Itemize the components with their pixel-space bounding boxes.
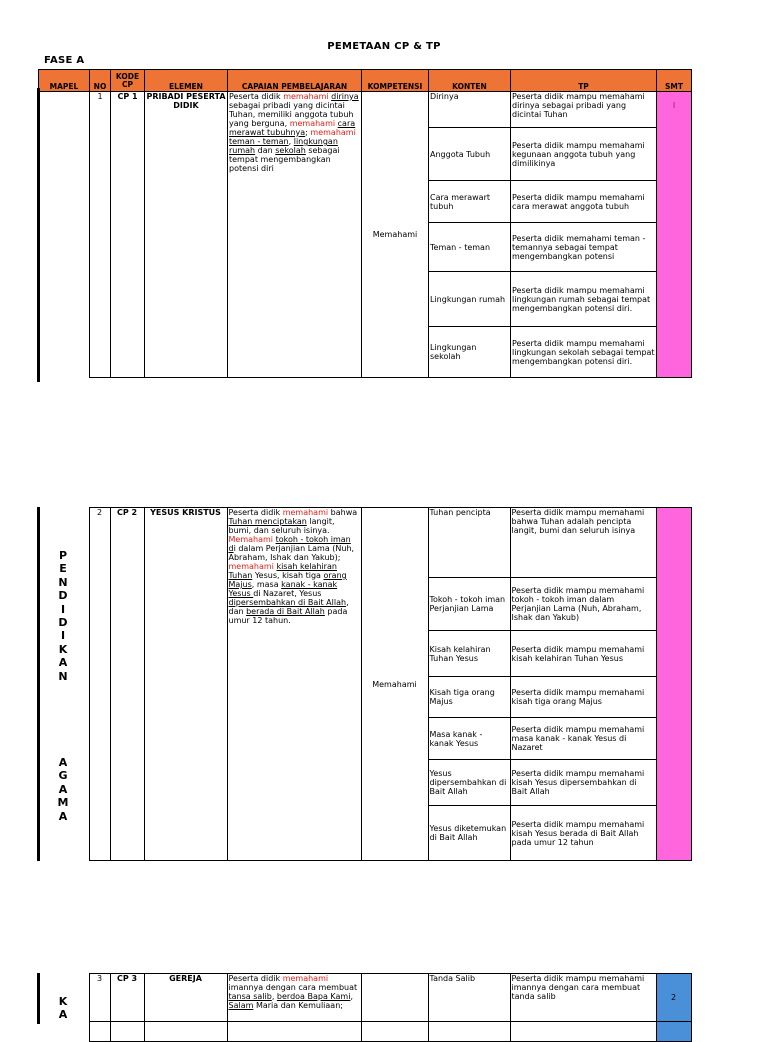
- konten-cell: Kisah kelahiran Tuhan Yesus: [428, 631, 510, 677]
- smt-cell: [657, 92, 692, 378]
- header-kompetensi: KOMPETENSI: [362, 70, 429, 92]
- capaian-text-segment: memahami: [228, 562, 274, 571]
- vertical-letter: N: [58, 575, 68, 589]
- capaian-text-segment: berada di Bait Allah: [246, 607, 325, 616]
- vertical-letter: P: [58, 549, 68, 562]
- tp-cell: Peserta didik mampu memahami tokoh - tokoh iman dalam Perjanjian Lama (Nuh, Abraham, Ishak dan Yakub): [510, 578, 656, 631]
- capaian-text-segment: memahami: [310, 128, 356, 137]
- vertical-letter: A: [58, 756, 68, 769]
- capaian-text-segment: memahami: [283, 92, 329, 101]
- konten-cell: Yesus diketemukan di Bait Allah: [428, 806, 510, 861]
- header-mapel: MAPEL: [39, 70, 90, 92]
- header-konten: KONTEN: [429, 70, 511, 92]
- capaian-text-segment: Salam: [228, 1001, 254, 1010]
- tp-cell: Peserta didik mampu memahami lingkungan sekolah sebagai tempat mengembangkan potensi diri.: [511, 327, 657, 378]
- capaian-text-segment: lingkungan rumah: [229, 137, 338, 155]
- capaian-text-segment: teman - teman: [229, 137, 289, 146]
- no-cell: 1: [90, 92, 111, 378]
- tp-cell: Peserta didik mampu memahami dirinya sebagai pribadi yang dicintai Tuhan: [511, 92, 657, 128]
- table-header-row: [39, 70, 692, 92]
- capaian-text-segment: sekolah: [275, 146, 306, 155]
- capaian-text-segment: memahami: [282, 508, 329, 517]
- elemen-cell: GEREJA: [144, 974, 227, 1022]
- tp-cell: Peserta didik mampu memahami kisah tiga orang Majus: [510, 677, 656, 718]
- capaian-text-segment: kanak - kanak Yesus: [228, 580, 338, 598]
- vertical-letter: D: [58, 589, 68, 603]
- tp-cell: Peserta didik mampu memahami kisah Yesus dipersembahkan di Bait Allah: [510, 760, 656, 806]
- vertical-letter: N: [58, 669, 68, 683]
- capaian-text-segment: ;: [305, 128, 311, 137]
- capaian-text-segment: pada umur 12 tahun.: [228, 607, 348, 625]
- smt-cell: [656, 508, 691, 861]
- elemen-cell: YESUS KRISTUS: [144, 508, 227, 861]
- cp-table-1: [38, 69, 692, 378]
- vertical-letter: E: [59, 562, 67, 576]
- vertical-letter: I: [60, 602, 66, 616]
- capaian-text-segment: memahami: [289, 119, 336, 128]
- table-row: [38, 508, 691, 578]
- capaian-text-segment: langit, bumi, dan seluruh isinya.: [228, 517, 335, 535]
- page-title: PEMETAAN CP & TP: [327, 41, 441, 52]
- vertical-letter: A: [58, 782, 68, 796]
- capaian-text-segment: dan: [255, 146, 276, 155]
- header-kode-cp: KODE CP: [111, 70, 145, 92]
- tp-cell: Peserta didik memahami teman - temannya sebagai tempat mengembangkan potensi: [511, 223, 657, 272]
- capaian-text-segment: sebagai pribadi yang dicintai Tuhan, memiliki anggota tubuh yang berguna,: [229, 101, 354, 128]
- capaian-cell: [227, 508, 361, 861]
- capaian-text-segment: i dalam Perjanjian Lama (Nuh, Abraham, Ishak dan Yakub);: [228, 544, 355, 562]
- kode-cell: CP 2: [110, 508, 144, 861]
- tp-cell: Peserta didik mampu memahami bahwa Tuhan adalah pencipta langit, bumi dan seluruh isinya: [510, 508, 656, 578]
- capaian-text-segment: Peserta didik: [228, 508, 283, 517]
- capaian-text-segment: imannya dengan cara membuat: [228, 983, 358, 992]
- mapel-vertical-label-katolik: [56, 995, 70, 1022]
- smt-cell: 2: [656, 974, 691, 1022]
- kode-cell: CP 3: [110, 974, 144, 1022]
- capaian-text-segment: Maria dan Kemuliaan;: [253, 1001, 343, 1010]
- table-row: [38, 974, 691, 1022]
- capaian-text-segment: orang Majus: [228, 571, 347, 589]
- tp-cell: Peserta didik mampu memahami imannya dengan cara membuat tanda salib: [510, 974, 656, 1022]
- tp-cell: Peserta didik mampu memahami cara merawat anggota tubuh: [511, 181, 657, 223]
- konten-cell: Cara merawart tubuh: [429, 181, 511, 223]
- capaian-text-segment: cara merawat tubuhnya: [229, 119, 356, 137]
- vertical-letter: K: [58, 995, 68, 1008]
- capaian-text-segment: tansa salib: [228, 992, 272, 1001]
- mapel-vertical-label-pendidikan: [56, 549, 70, 683]
- capaian-text-segment: tokoh - tokoh iman d: [228, 535, 351, 553]
- konten-cell: Masa kanak - kanak Yesus: [428, 718, 510, 760]
- konten-cell: Dirinya: [429, 92, 511, 128]
- table-row: [39, 92, 692, 128]
- konten-cell: Tuhan pencipta: [428, 508, 510, 578]
- vertical-letter: A: [58, 809, 68, 823]
- kompetensi-cell: [361, 974, 428, 1022]
- header-smt: SMT: [657, 70, 692, 92]
- tp-cell: Peserta didik mampu memahami masa kanak - kanak Yesus di Nazaret: [510, 718, 656, 760]
- tp-cell: Peserta didik mampu memahami kisah Yesus berada di Bait Allah pada umur 12 tahun: [510, 806, 656, 861]
- vertical-letter: G: [58, 769, 68, 783]
- left-border-line: [37, 507, 40, 861]
- no-cell: 3: [89, 974, 110, 1022]
- header-tp: TP: [511, 70, 657, 92]
- tp-cell: Peserta didik mampu memahami lingkungan rumah sebagai tempat mengembangkan potensi diri.: [511, 272, 657, 327]
- capaian-text-segment: dipersembahkan di Bait Allah: [228, 598, 347, 607]
- capaian-cell: [227, 974, 361, 1022]
- left-border-line: [37, 973, 40, 1024]
- vertical-letter: D: [58, 616, 68, 630]
- smt-value: I: [672, 101, 676, 110]
- capaian-text-segment: sebagai tempat mengembangkan potensi diri: [229, 146, 340, 173]
- capaian-text-segment: ,: [271, 992, 277, 1001]
- capaian-cell: [228, 92, 362, 378]
- no-cell: 2: [89, 508, 110, 861]
- mapel-vertical-label-agama: [56, 756, 70, 823]
- capaian-text-segment: Peserta didik: [228, 974, 283, 983]
- konten-cell: Anggota Tubuh: [429, 128, 511, 181]
- konten-cell: Lingkungan sekolah: [429, 327, 511, 378]
- konten-cell: Tokoh - tokoh iman Perjanjian Lama: [428, 578, 510, 631]
- capaian-text-segment: , dan: [228, 598, 349, 616]
- elemen-cell: PRIBADI PESERTA DIDIK: [145, 92, 228, 378]
- mapel-cell: [39, 92, 90, 378]
- konten-cell: Teman - teman: [429, 223, 511, 272]
- capaian-text-segment: ,: [350, 992, 353, 1001]
- vertical-letter: A: [58, 1008, 68, 1022]
- kompetensi-cell: Memahami: [361, 508, 428, 861]
- capaian-text-segment: Peserta didik: [229, 92, 284, 101]
- konten-cell: Lingkungan rumah: [429, 272, 511, 327]
- capaian-text-segment: Memahami: [228, 535, 274, 544]
- capaian-text-segment: kisah kelahiran Tuhan: [228, 562, 337, 580]
- capaian-text-segment: dirinya: [331, 92, 359, 101]
- capaian-text-segment: berdoa Bapa Kami: [276, 992, 351, 1001]
- capaian-text-segment: ,: [288, 137, 294, 146]
- kode-cell: CP 1: [111, 92, 145, 378]
- capaian-text-segment: di Nazaret, Yesus: [253, 589, 322, 598]
- vertical-letter: K: [58, 642, 68, 656]
- vertical-letter: A: [58, 656, 68, 670]
- konten-cell: Kisah tiga orang Majus: [428, 677, 510, 718]
- capaian-text-segment: bahwa: [328, 508, 358, 517]
- konten-cell: Yesus dipersembahkan di Bait Allah: [428, 760, 510, 806]
- table-row: [38, 1022, 691, 1042]
- tp-cell: Peserta didik mampu memahami kisah kelahiran Tuhan Yesus: [510, 631, 656, 677]
- capaian-text-segment: memahami: [282, 974, 329, 983]
- tp-cell: Peserta didik mampu memahami kegunaan anggota tubuh yang dimilikinya: [511, 128, 657, 181]
- left-border-line: [37, 88, 40, 382]
- cp-table-2: [38, 507, 692, 861]
- cp-table-3: [38, 973, 692, 1042]
- kompetensi-cell: Memahami: [362, 92, 429, 378]
- fase-label: FASE A: [44, 55, 85, 66]
- header-no: NO: [90, 70, 111, 92]
- capaian-text-segment: Tuhan menciptakan: [228, 517, 307, 526]
- konten-cell: Tanda Salib: [428, 974, 510, 1022]
- capaian-text-segment: , masa: [251, 580, 282, 589]
- header-capaian: CAPAIAN PEMBELAJARAN: [228, 70, 362, 92]
- header-elemen: ELEMEN: [145, 70, 228, 92]
- vertical-letter: M: [57, 796, 69, 810]
- vertical-letter: I: [60, 629, 66, 643]
- capaian-text-segment: Yesus, kisah tiga: [252, 571, 324, 580]
